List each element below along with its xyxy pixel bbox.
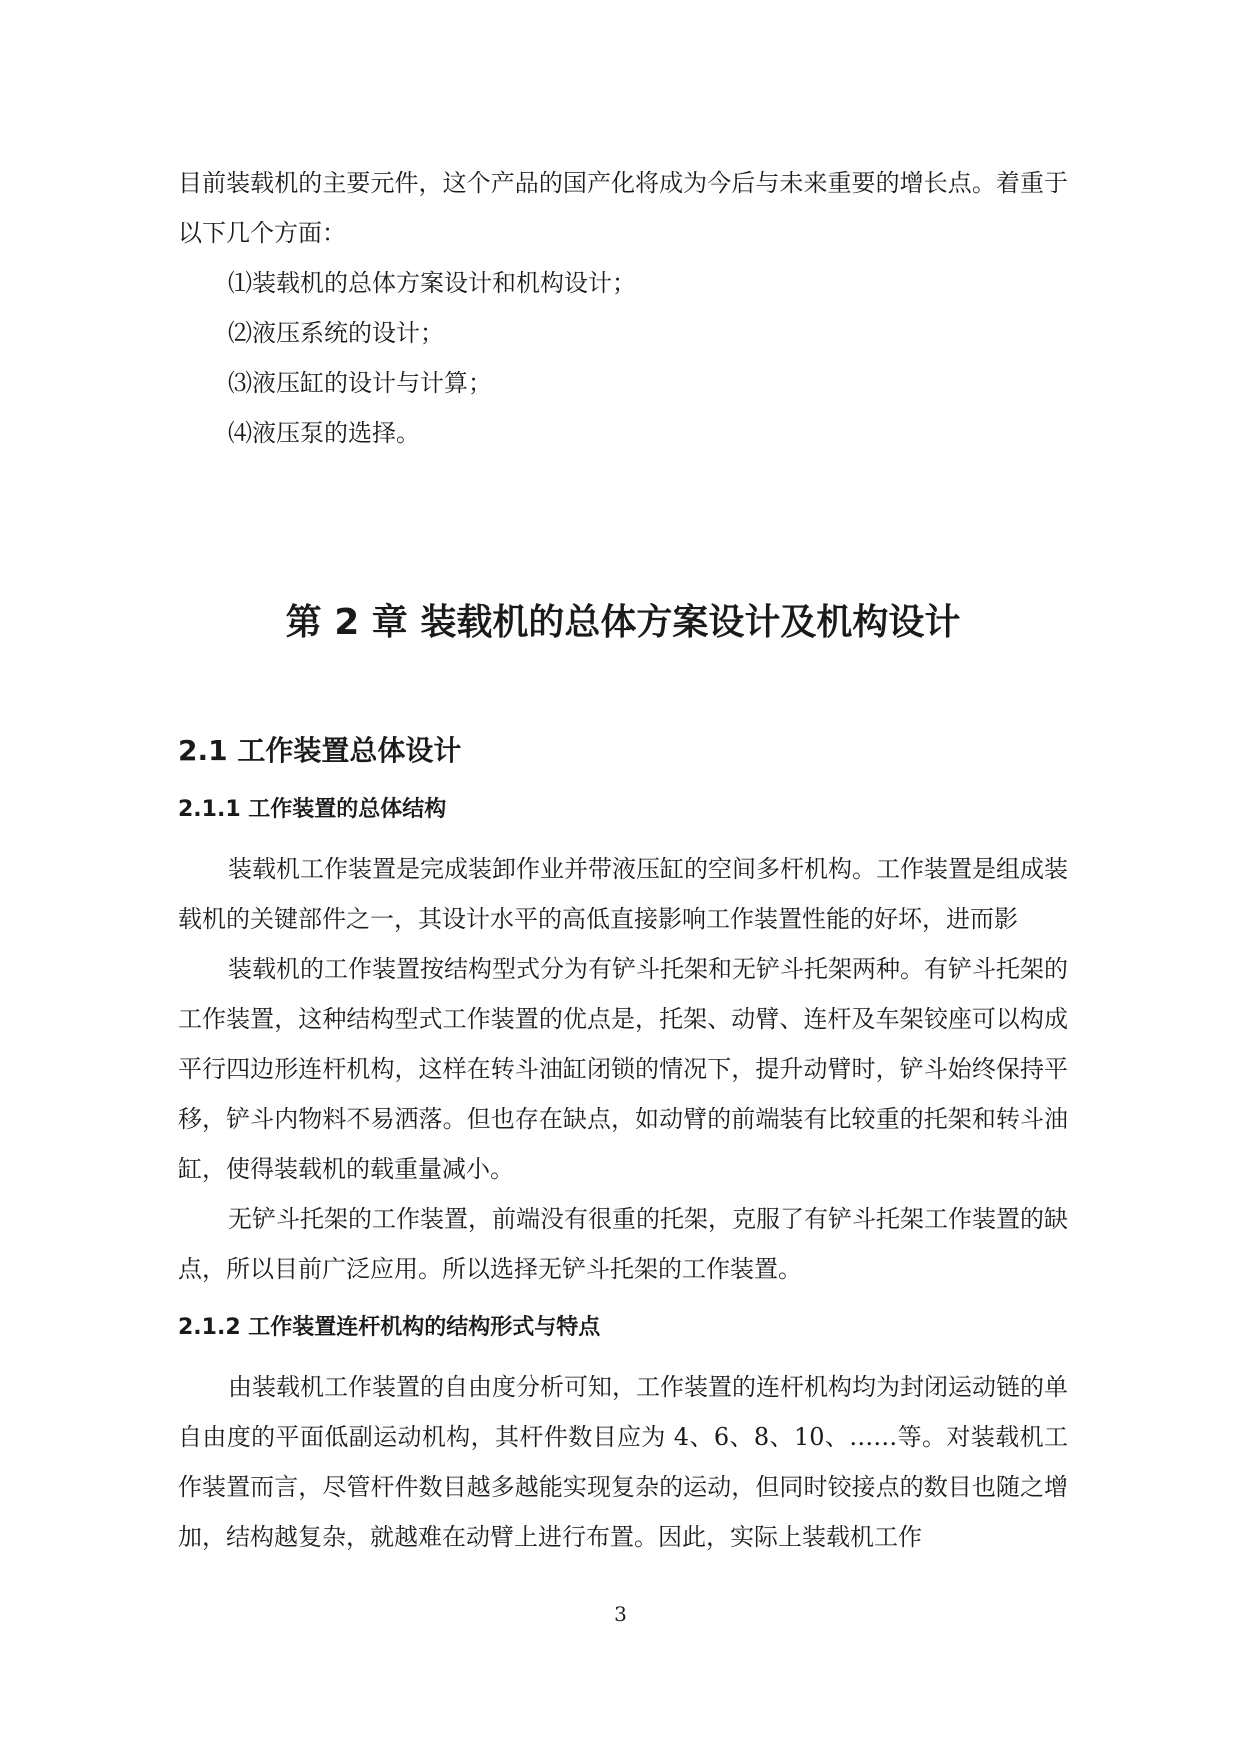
list-item: ⑵液压系统的设计；: [228, 319, 444, 347]
subsection-title: 2.1.2 工作装置连杆机构的结构形式与特点: [178, 1315, 601, 1340]
body-paragraph: 无铲斗托架的工作装置，前端没有很重的托架，克服了有铲斗托架工作装置的缺点，所以目前广泛应用。所以选择无铲斗托架的工作装置。: [178, 1205, 1068, 1283]
intro-paragraph: 目前装载机的主要元件，这个产品的国产化将成为今后与未来重要的增长点。着重于以下几个方面：: [178, 169, 1068, 247]
subsection-title: 2.1.1 工作装置的总体结构: [178, 797, 447, 822]
section-title: 2.1 工作装置总体设计: [178, 734, 462, 767]
chapter-title: 第 2 章 装载机的总体方案设计及机构设计: [285, 602, 961, 643]
list-item: ⑷液压泵的选择。: [228, 419, 420, 447]
page-number: 3: [614, 1602, 627, 1626]
body-paragraph: 装载机工作装置是完成装卸作业并带液压缸的空间多杆机构。工作装置是组成装载机的关键部件之一，其设计水平的高低直接影响工作装置性能的好坏，进而影: [178, 855, 1068, 933]
section-body: [178, 790, 1068, 1562]
body-paragraph: 装载机的工作装置按结构型式分为有铲斗托架和无铲斗托架两种。有铲斗托架的工作装置，这种结构型式工作装置的优点是，托架、动臂、连杆及车架铰座可以构成平行四边形连杆机构，这样在转斗油缸闭锁的情况下，提升动臂时，铲斗始终保持平移，铲斗内物料不易洒落。但也存在缺点，如动臂的前端装有比较重的托架和转斗油缸，使得装载机的载重量减小。: [178, 955, 1068, 1183]
list-item: ⑶液压缸的设计与计算；: [228, 369, 492, 397]
body-paragraph: 由装载机工作装置的自由度分析可知，工作装置的连杆机构均为封闭运动链的单自由度的平面低副运动机构，其杆件数目应为 4、6、8、10、……等。对装载机工作装置而言，尽管杆件数目越多越能实现复杂的运动，但同时铰接点的数目也随之增加，结构越复杂，就越难在动臂上进行布置。因此，实际上装载机工作: [178, 1373, 1068, 1551]
list-item: ⑴装载机的总体方案设计和机构设计；: [228, 269, 636, 297]
intro-block: [178, 158, 1068, 458]
